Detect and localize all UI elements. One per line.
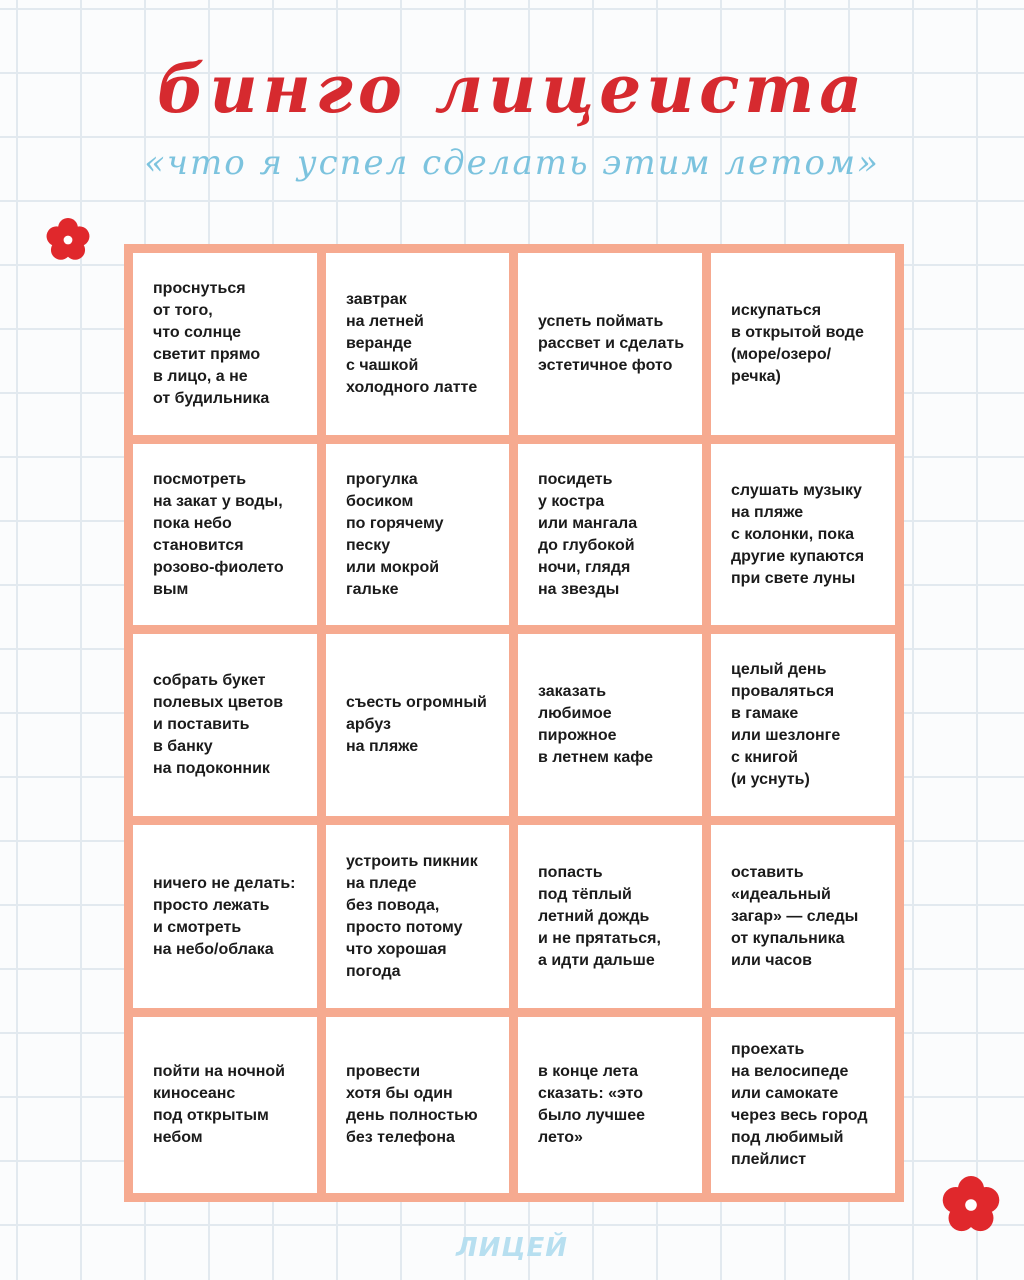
bingo-cell-text: оставить «идеальный загар» — следы от купальника или часов <box>731 863 859 969</box>
lyceum-logo: ЛИЦЕЙ <box>456 1233 568 1263</box>
bingo-cell-text: слушать музыку на пляже с колонки, пока другие купаются при свете луны <box>731 481 865 587</box>
bingo-cell-text: пойти на ночной киносеанс под открытым небом <box>153 1063 285 1146</box>
bingo-cell[interactable] <box>518 825 702 1008</box>
page-title: бинго лицеиста <box>157 50 867 128</box>
bingo-cell[interactable] <box>518 253 702 435</box>
bingo-cell[interactable] <box>133 444 317 625</box>
bingo-cell[interactable] <box>326 444 509 625</box>
bingo-cell[interactable] <box>133 253 317 435</box>
bingo-cell[interactable] <box>326 825 509 1008</box>
bingo-grid <box>124 244 904 1202</box>
bingo-cell[interactable] <box>133 1017 317 1193</box>
bingo-cell[interactable] <box>711 253 895 435</box>
bingo-cell-text: искупаться в открытой воде (море/озеро/ речка) <box>731 302 864 385</box>
bingo-cell[interactable] <box>326 1017 509 1193</box>
bingo-cell[interactable] <box>518 634 702 816</box>
bingo-cell-text: завтрак на летней веранде с чашкой холодного латте <box>346 291 478 396</box>
bingo-cell-text: целый день проваляться в гамаке или шезлонге с книгой (и уснуть) <box>731 661 841 788</box>
bingo-cell-text: посмотреть на закат у воды, пока небо становится розово-фиолето вым <box>153 470 284 598</box>
flower-icon <box>46 218 90 262</box>
page-subtitle: «что я успел сделать этим летом» <box>144 143 880 183</box>
bingo-cell[interactable] <box>711 1017 895 1193</box>
bingo-cell-text: устроить пикник на пледе без повода, просто потому что хорошая погода <box>346 852 478 980</box>
bingo-cell[interactable] <box>518 444 702 625</box>
bingo-cell[interactable] <box>711 634 895 816</box>
bingo-cell-text: заказать любимое пирожное в летнем кафе <box>538 683 653 766</box>
bingo-cell-text: ничего не делать: просто лежать и смотреть на небо/облака <box>153 874 296 958</box>
bingo-cell[interactable] <box>711 825 895 1008</box>
bingo-cell-text: собрать букет полевых цветов и поставить в банку на подоконник <box>153 672 284 777</box>
flower-icon <box>942 1176 1000 1234</box>
bingo-cell-text: проснуться от того, что солнце светит прямо в лицо, а не от будильника <box>153 280 270 407</box>
bingo-cell[interactable] <box>133 634 317 816</box>
bingo-cell[interactable] <box>326 253 509 435</box>
bingo-cell[interactable] <box>133 825 317 1008</box>
bingo-cell-text: проехать на велосипеде или самокате через весь город под любимый плейлист <box>731 1041 868 1168</box>
bingo-cell-text: прогулка босиком по горячему песку или мокрой гальке <box>346 470 444 598</box>
bingo-cell-text: посидеть у костра или мангала до глубокой ночи, глядя на звезды <box>538 470 638 598</box>
bingo-cell[interactable] <box>518 1017 702 1193</box>
bingo-cell[interactable] <box>326 634 509 816</box>
bingo-cell-text: успеть поймать рассвет и сделать эстетичное фото <box>538 313 685 374</box>
bingo-cell-text: попасть под тёплый летний дождь и не прятаться, а идти дальше <box>538 863 661 969</box>
bingo-cell-text: провести хотя бы один день полностью без телефона <box>346 1063 478 1146</box>
bingo-cell-text: в конце лета сказать: «это было лучшее лето» <box>538 1063 645 1146</box>
bingo-cell-text: съесть огромный арбуз на пляже <box>346 694 487 755</box>
bingo-cell[interactable] <box>711 444 895 625</box>
